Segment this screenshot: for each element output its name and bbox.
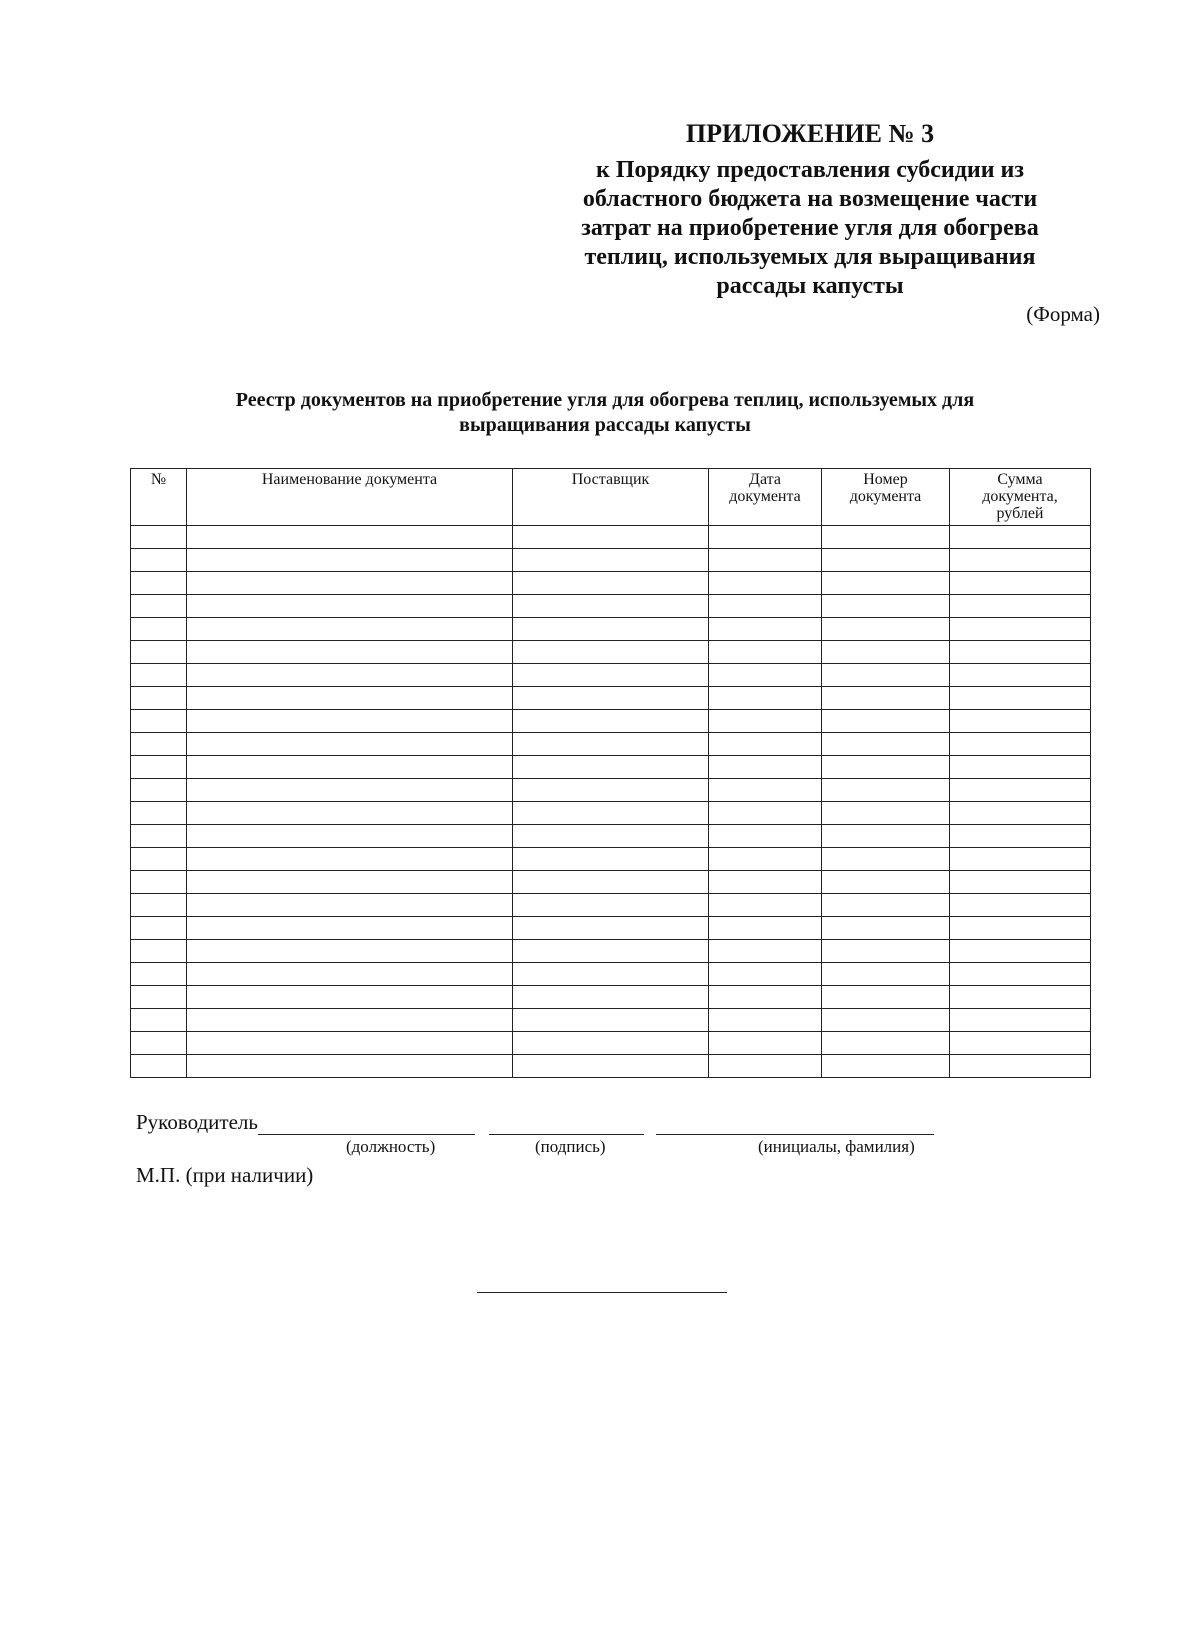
table-cell[interactable] [950,549,1091,572]
table-cell[interactable] [187,1009,513,1032]
table-cell[interactable] [709,802,822,825]
table-cell[interactable] [513,779,709,802]
table-row [131,940,1091,963]
table-cell[interactable] [131,940,187,963]
table-row [131,894,1091,917]
table-cell[interactable] [709,825,822,848]
column-header-document-number [822,469,950,526]
table-cell[interactable] [822,779,950,802]
table-cell[interactable] [513,1032,709,1055]
table-row [131,825,1091,848]
table-cell[interactable] [187,825,513,848]
stamp-label: М.П. (при наличии) [136,1163,314,1187]
table-cell[interactable] [131,687,187,710]
table-row [131,756,1091,779]
table-cell[interactable] [131,848,187,871]
table-row [131,963,1091,986]
table-cell[interactable] [131,733,187,756]
table-cell[interactable] [513,1055,709,1078]
appendix-line: теплиц, используемых для выращивания [584,244,1036,270]
table-cell[interactable] [822,1032,950,1055]
table-cell[interactable] [187,572,513,595]
table-cell[interactable] [822,572,950,595]
table-cell[interactable] [513,986,709,1009]
table-cell[interactable] [950,664,1091,687]
table-cell[interactable] [513,687,709,710]
table-cell[interactable] [131,825,187,848]
header-line: Поставщик [571,471,650,488]
table-row [131,595,1091,618]
caption-position: (должность) [346,1137,436,1156]
table-cell[interactable] [822,825,950,848]
table-cell[interactable] [822,641,950,664]
table-cell[interactable] [822,618,950,641]
appendix-line: к Порядку предоставления субсидии из [595,157,1024,183]
table-cell[interactable] [131,917,187,940]
table-cell[interactable] [950,894,1091,917]
table-cell[interactable] [187,733,513,756]
table-cell[interactable] [131,756,187,779]
table-cell[interactable] [709,756,822,779]
table-cell[interactable] [950,733,1091,756]
table-cell[interactable] [950,687,1091,710]
table-cell[interactable] [187,986,513,1009]
table-cell[interactable] [187,549,513,572]
table-cell[interactable] [822,710,950,733]
table-cell[interactable] [513,802,709,825]
table-cell[interactable] [709,917,822,940]
column-header-document-sum [950,469,1091,526]
table-cell[interactable] [950,940,1091,963]
table-row [131,802,1091,825]
table-cell[interactable] [709,664,822,687]
table-cell[interactable] [513,618,709,641]
table-cell[interactable] [513,894,709,917]
table-row [131,733,1091,756]
table-cell[interactable] [709,1055,822,1078]
table-cell[interactable] [187,779,513,802]
caption-signature: (подпись) [535,1137,606,1156]
table-cell[interactable] [513,825,709,848]
table-cell[interactable] [513,549,709,572]
table-cell[interactable] [709,595,822,618]
table-cell[interactable] [822,687,950,710]
column-header-supplier [513,469,709,526]
table-row [131,1009,1091,1032]
table-cell[interactable] [513,641,709,664]
table-cell[interactable] [187,710,513,733]
head-label: Руководитель [136,1110,258,1134]
table-cell[interactable] [822,986,950,1009]
table-cell[interactable] [822,526,950,549]
table-row [131,917,1091,940]
table-cell[interactable] [187,687,513,710]
table-cell[interactable] [513,871,709,894]
table-cell[interactable] [131,894,187,917]
appendix-block [530,118,1090,301]
table-row [131,1032,1091,1055]
table-cell[interactable] [950,986,1091,1009]
table-cell[interactable] [131,1032,187,1055]
table-cell[interactable] [822,1055,950,1078]
table-cell[interactable] [822,1009,950,1032]
table-cell[interactable] [950,756,1091,779]
header-line: документа [849,488,922,505]
registry-title-line: Реестр документов на приобретение угля для обогрева теплиц, используемых для [235,389,975,411]
table-cell[interactable] [187,894,513,917]
column-header-document-date [709,469,822,526]
table-cell[interactable] [709,618,822,641]
table-cell[interactable] [131,572,187,595]
table-cell[interactable] [131,779,187,802]
table-cell[interactable] [187,917,513,940]
header-line: Наименование документа [261,471,438,488]
table-cell[interactable] [131,641,187,664]
table-cell[interactable] [187,963,513,986]
table-cell[interactable] [709,710,822,733]
table-cell[interactable] [709,779,822,802]
table-cell[interactable] [131,802,187,825]
name-line [656,1112,934,1135]
table-cell[interactable] [709,848,822,871]
registry-table-body [131,526,1091,1078]
table-cell[interactable] [131,618,187,641]
header-line: документа [729,488,801,505]
table-row [131,710,1091,733]
table-cell[interactable] [187,618,513,641]
column-header-number [131,469,187,526]
table-cell[interactable] [822,549,950,572]
table-cell[interactable] [709,641,822,664]
table-cell[interactable] [709,1032,822,1055]
table-cell[interactable] [950,1009,1091,1032]
table-cell[interactable] [950,641,1091,664]
table-cell[interactable] [709,1009,822,1032]
table-row [131,618,1091,641]
table-cell[interactable] [513,756,709,779]
table-cell[interactable] [950,825,1091,848]
table-cell[interactable] [513,664,709,687]
table-cell[interactable] [131,710,187,733]
position-line [258,1112,475,1135]
table-cell[interactable] [131,871,187,894]
table-cell[interactable] [822,940,950,963]
appendix-line: рассады капусты [716,273,904,299]
table-cell[interactable] [131,664,187,687]
table-cell[interactable] [709,871,822,894]
table-row [131,687,1091,710]
table-cell[interactable] [187,871,513,894]
table-cell[interactable] [131,595,187,618]
table-row [131,664,1091,687]
table-cell[interactable] [513,1009,709,1032]
registry-table [130,468,1091,1078]
table-row [131,848,1091,871]
table-cell[interactable] [822,917,950,940]
header-line: Сумма [997,471,1043,488]
caption-name: (инициалы, фамилия) [758,1137,915,1156]
table-cell[interactable] [187,595,513,618]
signature-line [489,1112,644,1135]
signature-block [136,1110,934,1135]
header-line: рублей [996,505,1044,522]
table-cell[interactable] [950,595,1091,618]
table-cell[interactable] [187,641,513,664]
table-header-row [131,469,1091,526]
table-row [131,871,1091,894]
table-cell[interactable] [822,802,950,825]
table-cell[interactable] [950,1055,1091,1078]
table-cell[interactable] [187,664,513,687]
table-cell[interactable] [131,1055,187,1078]
table-cell[interactable] [131,1009,187,1032]
table-cell[interactable] [950,917,1091,940]
header-line: Номер [863,471,908,488]
appendix-line: областного бюджета на возмещение части [582,186,1038,212]
table-row [131,986,1091,1009]
table-cell[interactable] [822,963,950,986]
table-cell[interactable] [513,595,709,618]
table-cell[interactable] [513,940,709,963]
table-row [131,526,1091,549]
table-cell[interactable] [822,871,950,894]
table-cell[interactable] [950,1032,1091,1055]
table-cell[interactable] [950,779,1091,802]
table-cell[interactable] [513,733,709,756]
registry-title-line: выращивания рассады капусты [459,414,751,436]
table-cell[interactable] [513,848,709,871]
table-cell[interactable] [709,733,822,756]
header-line: Дата [749,471,781,488]
table-cell[interactable] [187,1055,513,1078]
header-line: № [150,471,167,488]
table-cell[interactable] [950,618,1091,641]
table-cell[interactable] [187,848,513,871]
table-cell[interactable] [131,549,187,572]
table-cell[interactable] [513,917,709,940]
table-cell[interactable] [131,963,187,986]
table-cell[interactable] [822,595,950,618]
column-header-document-name [187,469,513,526]
table-cell[interactable] [187,802,513,825]
table-cell[interactable] [709,986,822,1009]
table-cell[interactable] [187,940,513,963]
table-cell[interactable] [950,572,1091,595]
header-line: документа, [982,488,1058,505]
table-cell[interactable] [950,710,1091,733]
appendix-body [530,156,1090,301]
table-cell[interactable] [131,986,187,1009]
table-cell[interactable] [950,871,1091,894]
table-cell[interactable] [709,572,822,595]
table-cell[interactable] [822,894,950,917]
table-cell[interactable] [709,963,822,986]
table-row [131,779,1091,802]
form-label: (Форма) [1026,302,1100,326]
table-cell[interactable] [822,664,950,687]
table-row [131,572,1091,595]
table-cell[interactable] [709,687,822,710]
table-cell[interactable] [950,526,1091,549]
table-cell[interactable] [187,1032,513,1055]
table-cell[interactable] [709,940,822,963]
table-row [131,549,1091,572]
table-cell[interactable] [513,963,709,986]
table-cell[interactable] [513,710,709,733]
table-row [131,641,1091,664]
appendix-line: затрат на приобретение угля для обогрева [581,215,1039,241]
bottom-divider [477,1292,727,1293]
table-cell[interactable] [709,549,822,572]
table-cell[interactable] [709,526,822,549]
table-cell[interactable] [513,526,709,549]
registry-title [150,388,1060,438]
signature-row [136,1110,934,1135]
appendix-title: ПРИЛОЖЕНИЕ № 3 [685,119,935,148]
table-cell[interactable] [822,848,950,871]
table-cell[interactable] [131,526,187,549]
table-cell[interactable] [950,963,1091,986]
table-cell[interactable] [187,526,513,549]
table-row [131,1055,1091,1078]
table-cell[interactable] [709,894,822,917]
table-cell[interactable] [513,572,709,595]
table-cell[interactable] [950,848,1091,871]
table-cell[interactable] [187,756,513,779]
table-cell[interactable] [822,756,950,779]
table-cell[interactable] [822,733,950,756]
table-cell[interactable] [950,802,1091,825]
